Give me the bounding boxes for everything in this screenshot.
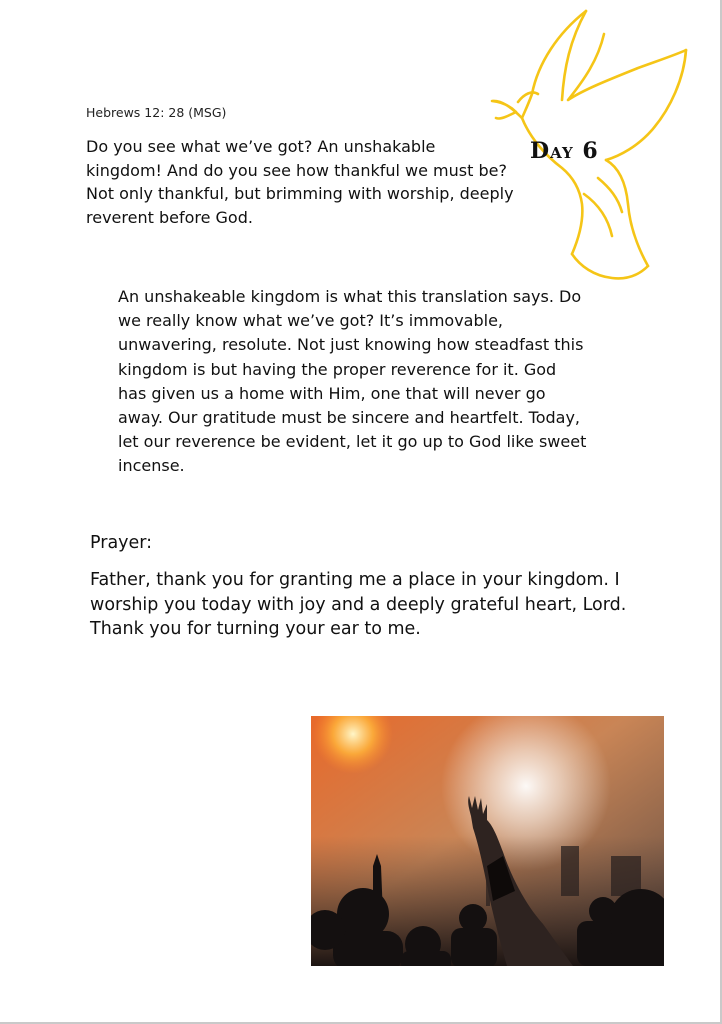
prayer-heading: Prayer: xyxy=(90,533,153,553)
prayer-text: Father, thank you for granting me a place in your kingdom. I worship you today with joy and a deeply grateful heart, Lord. Thank you for turning your ear to me. xyxy=(90,570,627,639)
devotional-text: An unshakeable kingdom is what this translation says. Do we really know what we’ve got? It’s immovable, unwavering, resolute. Not just knowing how steadfast this kingdom is but having the proper reverence for it. God has given us a home with Him, one that will never go away. Our gratitude must be sincere and heartfelt. Today, let our reverence be evident, let it go up to God like sweet incense. xyxy=(118,287,587,476)
scripture-verse: Do you see what we’ve got? An unshakable kingdom! And do you see how thankful we must be? Not only thankful, but brimming with worship, deeply reverent before God. xyxy=(86,137,514,227)
day-label: Day 6 xyxy=(530,138,599,164)
worship-concert-photo xyxy=(311,716,664,966)
scripture-reference: Hebrews 12: 28 (MSG) xyxy=(86,105,227,120)
